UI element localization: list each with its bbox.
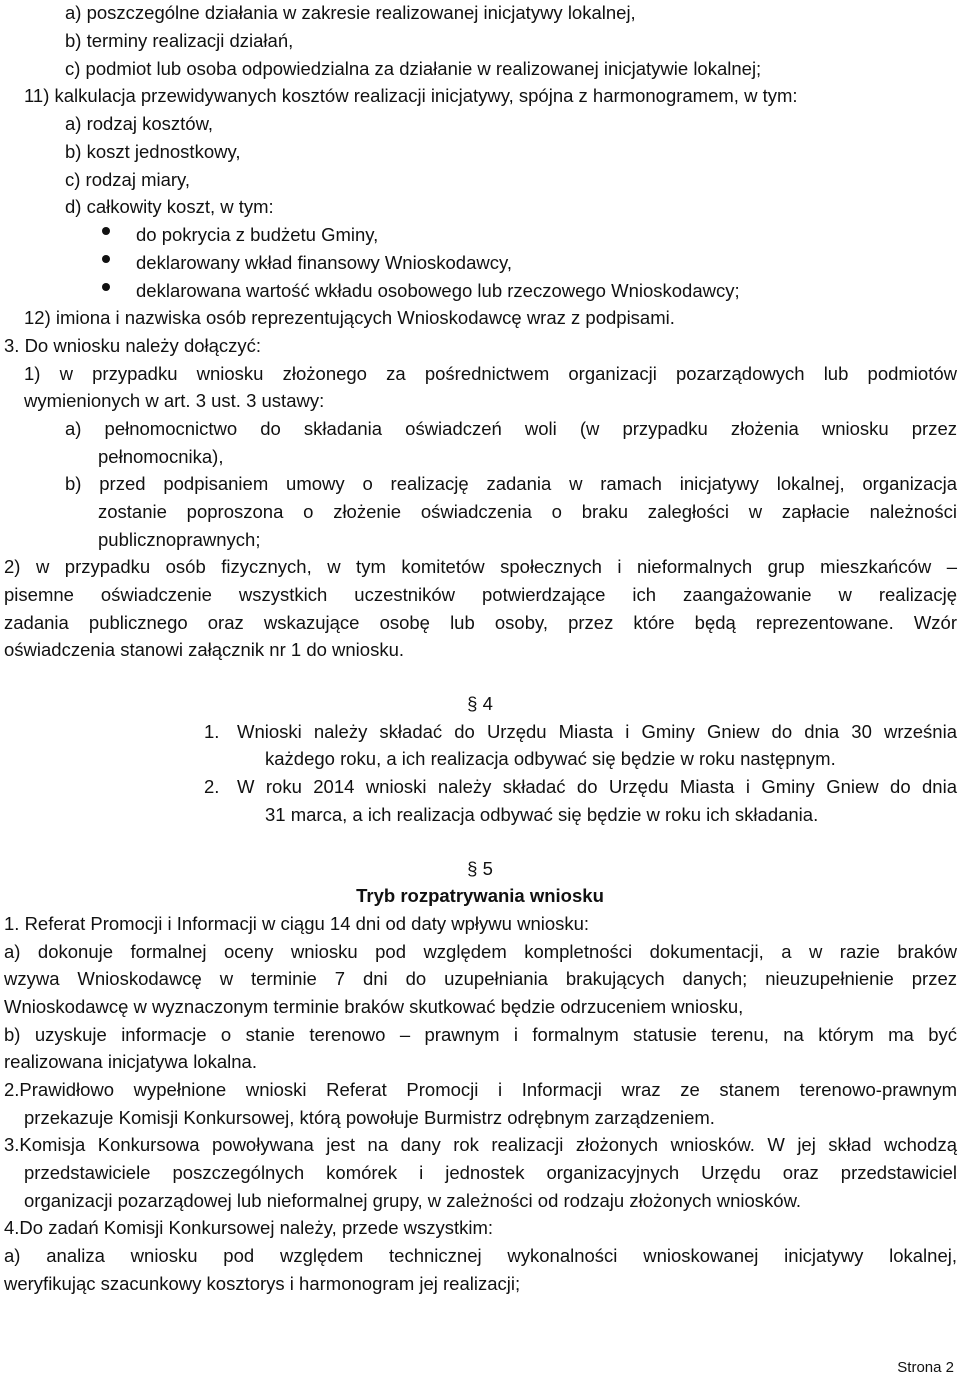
item-11-sub-d: d) całkowity koszt, w tym:: [65, 196, 274, 217]
bullet-icon: [102, 255, 110, 263]
section-3-point-2-line-2: pisemne oświadczenie wszystkich uczestników potwierdzające ich zaangażowanie w realizację: [4, 584, 957, 605]
section-3-point-b-line-2: zostanie poproszona o złożenie oświadczenia o braku zaległości w zapłacie należności: [98, 501, 957, 522]
section-5-point-3-line-3: organizacji pozarządowej lub nieformalnej grupy, w zależności od rodzaju złożonych wniosków.: [24, 1190, 802, 1211]
section-4-item-1-number: 1.: [204, 721, 220, 742]
section-5-point-a-line-3: Wnioskodawcę w wyznaczonym terminie braków skutkować będzie odrzuceniem wniosku,: [4, 996, 744, 1017]
section-3-point-1-line-2: wymienionych w art. 3 ust. 3 ustawy:: [24, 390, 325, 411]
section-5-point-4a-line-2: weryfikując szacunkowy kosztorys i harmonogram jej realizacji;: [4, 1273, 521, 1294]
section-5-point-b-line-2: realizowana inicjatywa lokalna.: [4, 1051, 257, 1072]
section-3-point-b-line-1: b) przed podpisaniem umowy o realizację zadania w ramach inicjatywy lokalnej, organizacja: [65, 473, 957, 494]
section-4-item-2-line-2: 31 marca, a ich realizacja odbywać się będzie w roku ich składania.: [265, 804, 819, 825]
list-item-b-deadlines: b) terminy realizacji działań,: [65, 30, 294, 51]
section-5-point-3-line-1: 3.Komisja Konkursowa powoływana jest na dany rok realizacji złożonych wniosków. W jej skład wchodzą: [4, 1134, 957, 1155]
section-4-item-1-line-1: Wnioski należy składać do Urzędu Miasta i Gminy Gniew do dnia 30 września: [237, 721, 957, 742]
item-12-signatures: 12) imiona i nazwiska osób reprezentujących Wnioskodawcę wraz z podpisami.: [24, 307, 675, 328]
section-3-heading: 3. Do wniosku należy dołączyć:: [4, 335, 262, 356]
list-item-c-responsible: c) podmiot lub osoba odpowiedzialna za działanie w realizowanej inicjatywie lokalnej;: [65, 58, 762, 79]
bullet-icon: [102, 283, 110, 291]
bullet-item-in-kind-contribution: deklarowana wartość wkładu osobowego lub rzeczowego Wnioskodawcy;: [136, 280, 740, 301]
item-11-sub-b: b) koszt jednostkowy,: [65, 141, 241, 162]
section-3-point-2-line-1: 2) w przypadku osób fizycznych, w tym komitetów społecznych i nieformalnych grup mieszkańców –: [4, 556, 957, 577]
section-4-heading: § 4: [467, 693, 493, 714]
bullet-icon: [102, 227, 110, 235]
section-4-item-2-line-1: W roku 2014 wnioski należy składać do Urzędu Miasta i Gminy Gniew do dnia: [237, 776, 957, 797]
list-item-a-actions: a) poszczególne działania w zakresie realizowanej inicjatywy lokalnej,: [65, 2, 636, 23]
page-number: Strona 2: [897, 1359, 954, 1376]
bullet-item-financial-contribution: deklarowany wkład finansowy Wnioskodawcy,: [136, 252, 512, 273]
item-11-sub-c: c) rodzaj miary,: [65, 169, 191, 190]
section-5-point-1: 1. Referat Promocji i Informacji w ciągu 14 dni od daty wpływu wniosku:: [4, 913, 590, 934]
section-5-point-a-line-1: a) dokonuje formalnej oceny wniosku pod względem kompletności dokumentacji, a w razie braków: [4, 941, 957, 962]
section-5-heading: § 5: [467, 858, 493, 879]
section-3-point-2-line-3: zadania publicznego oraz wskazujące osobę lub osoby, przez które będą reprezentowane. Wzór: [4, 612, 957, 633]
section-3-point-a-line-2: pełnomocnika),: [98, 446, 224, 467]
item-11-cost-calculation: 11) kalkulacja przewidywanych kosztów realizacji inicjatywy, spójna z harmonogramem, w tym:: [24, 85, 798, 106]
section-3-point-1-line-1: 1) w przypadku wniosku złożonego za pośrednictwem organizacji pozarządowych lub podmiotów: [24, 363, 957, 384]
bullet-item-budget: do pokrycia z budżetu Gminy,: [136, 224, 379, 245]
section-4-item-1-line-2: każdego roku, a ich realizacja odbywać się będzie w roku następnym.: [265, 748, 836, 769]
section-3-point-b-line-3: publicznoprawnych;: [98, 529, 261, 550]
section-5-point-3-line-2: przedstawiciele poszczególnych komórek i jednostek organizacyjnych Urzędu oraz przedstawiciel: [24, 1162, 957, 1183]
section-5-point-2-line-1: 2.Prawidłowo wypełnione wnioski Referat Promocji i Informacji wraz ze stanem terenowo-prawnym: [4, 1079, 957, 1100]
section-4-item-2-number: 2.: [204, 776, 220, 797]
section-3-point-2-line-4: oświadczenia stanowi załącznik nr 1 do wniosku.: [4, 639, 405, 660]
section-5-point-4: 4.Do zadań Komisji Konkursowej należy, przede wszystkim:: [4, 1217, 494, 1238]
section-5-title: Tryb rozpatrywania wniosku: [356, 885, 604, 906]
section-5-point-a-line-2: wzywa Wnioskodawcę w terminie 7 dni do uzupełniania brakujących danych; nieuzupełnienie przez: [4, 968, 957, 989]
section-5-point-b-line-1: b) uzyskuje informacje o stanie terenowo – prawnym i formalnym statusie terenu, na którym ma być: [4, 1024, 957, 1045]
section-5-point-4a-line-1: a) analiza wniosku pod względem technicznej wykonalności wnioskowanej inicjatywy lokalnej,: [4, 1245, 957, 1266]
section-5-point-2-line-2: przekazuje Komisji Konkursowej, którą powołuje Burmistrz odrębnym zarządzeniem.: [24, 1107, 715, 1128]
section-3-point-a-line-1: a) pełnomocnictwo do składania oświadczeń woli (w przypadku złożenia wniosku przez: [65, 418, 957, 439]
item-11-sub-a: a) rodzaj kosztów,: [65, 113, 214, 134]
